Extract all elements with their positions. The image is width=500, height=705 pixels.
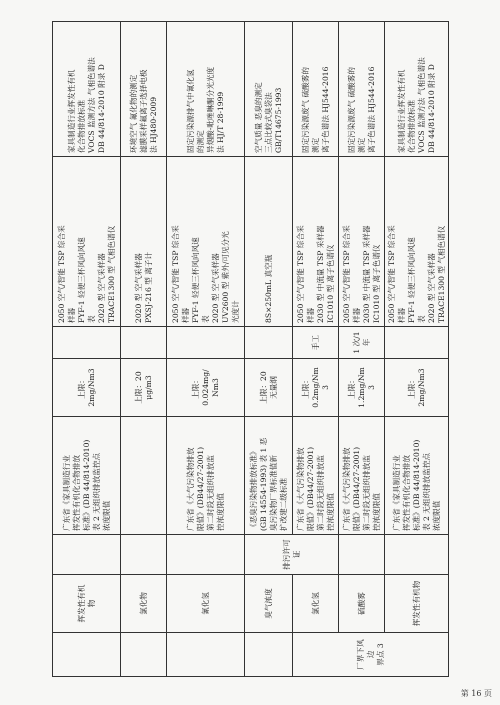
location-cell bbox=[245, 633, 293, 677]
pollutant-cell: 氯化物 bbox=[121, 575, 167, 633]
method-cell: 固定污染源废气 硫酸雾的 测定 离子色谱法 HJ544-2016 bbox=[293, 22, 339, 157]
method-cell: 环境空气 氟化物的测定 滤膜采样氟离子选择电极 法 HJ480-2009 bbox=[121, 22, 167, 157]
pollutant-cell: 氰化氢 bbox=[167, 575, 245, 633]
table-row bbox=[121, 22, 167, 677]
location-cell: 厂界下风边 界点 3 bbox=[293, 633, 449, 677]
frequency-cell: 1 次/1 年 bbox=[339, 327, 385, 359]
standard-cell bbox=[121, 417, 167, 535]
method-cell: 空气质量 恶臭的测定 三点比较式臭袋法 GB/T14675-1993 bbox=[245, 22, 293, 157]
pollutant-cell: 臭气浓度 bbox=[245, 575, 293, 633]
instrument-cell: 2050 空气/智能 TSP 综合采 样器 FYF-1 轻便三杯风向风速 表 2020 型 空气采样器 TRACE1300 型 气相色谱仪 bbox=[53, 157, 121, 327]
location-cell bbox=[53, 633, 121, 677]
method-type-cell bbox=[167, 327, 245, 359]
method-cell: 家具制造行业挥发性有机 化合物排放标准 VOCS 监测方法 气相色谱法 DB 44/814-2010 附录 D bbox=[53, 22, 121, 157]
control-basis-cell bbox=[339, 535, 385, 575]
control-basis-cell bbox=[53, 535, 121, 575]
table-row bbox=[245, 22, 293, 677]
standard-cell: 广东省《大气污染物排放 限值》(DB44/27-2001) 第二时段无组织排放监 控浓度限值 bbox=[167, 417, 245, 535]
limit-cell: 上限：20 μg/m3 bbox=[121, 359, 167, 417]
standard-cell: 广东省《家具制造行业 挥发性有机化合物排放 标准》(DB 44/814-2010) 表 2 无组织排放监控点 浓度限值 bbox=[53, 417, 121, 535]
control-basis-cell bbox=[167, 535, 245, 575]
table-row bbox=[53, 22, 121, 677]
limit-cell: 上限： 2mg/Nm3 bbox=[53, 359, 121, 417]
limit-cell: 上限： 1.2mg/Nm 3 bbox=[339, 359, 385, 417]
method-type-cell: 手工 bbox=[293, 327, 339, 359]
method-type-cell bbox=[245, 327, 293, 359]
table-row bbox=[385, 22, 449, 677]
page-number: 第 16 页 bbox=[460, 689, 492, 698]
method-cell: 家具制造行业挥发性有机 化合物排放标准 VOCS 监测方法 气相色谱法 DB 44/814-2010 附录 D bbox=[385, 22, 449, 157]
limit-cell: 上限：20 无量纲 bbox=[245, 359, 293, 417]
control-basis-cell bbox=[121, 535, 167, 575]
control-basis-label: 排污许可证 bbox=[245, 535, 339, 575]
table-row bbox=[293, 22, 339, 677]
instrument-cell: 8S×250mL 真空瓶 bbox=[245, 157, 293, 327]
pollutant-cell: 挥发性有机物 bbox=[385, 575, 449, 633]
monitoring-table bbox=[52, 21, 449, 677]
standard-cell: 《恶臭污染物排放标准》 (GB 14554-1993) 表 1 恶 臭污染物厂界标准值新 扩改建二级标准 bbox=[245, 417, 293, 535]
method-cell: 固定污染源排气中氰化氢 的测定 异烟酸-吡唑啉酮分光光度 法 HJ/T 28-1999 bbox=[167, 22, 245, 157]
instrument-cell: 2020 型 空气采样器 PXSJ-216 型 离子计 bbox=[121, 157, 167, 327]
limit-cell: 上限： 0.2mg/Nm 3 bbox=[293, 359, 339, 417]
standard-cell: 广东省《大气污染物排放 限值》(DB44/27-2001) 第二时段无组织排放监 控浓度限值 bbox=[293, 417, 339, 535]
pollutant-cell: 氯化氢 bbox=[293, 575, 339, 633]
method-type-cell bbox=[53, 327, 121, 359]
method-type-cell bbox=[121, 327, 167, 359]
table-row bbox=[339, 22, 385, 677]
standard-cell: 广东省《家具制造行业 挥发性有机化合物排放 标准》(DB 44/814-2010) 表 2 无组织排放监控点 浓度限值 bbox=[385, 417, 449, 535]
location-cell bbox=[167, 633, 245, 677]
limit-cell: 上限： 2mg/Nm3 bbox=[385, 359, 449, 417]
instrument-cell: 2050 空气/智能 TSP 综合采 样器 2030 型 中流量 TSP 采样器 IC1010 型 离子色谱仪 bbox=[339, 157, 385, 327]
instrument-cell: 2050 空气/智能 TSP 综合采 样器 FYF-1 轻便三杯风向风速 表 2020 型 空气采样器 UV2600 型 紫外/可见分光 光度计 bbox=[167, 157, 245, 327]
standard-cell: 广东省《大气污染物排放 限值》(DB44/27-2001) 第二时段无组织排放监 控浓度限值 bbox=[339, 417, 385, 535]
control-basis-cell bbox=[385, 535, 449, 575]
instrument-cell: 2050 空气/智能 TSP 综合采 样器 FYF-1 轻便三杯风向风速 表 2020 型 空气采样器 TRACE1300 型 气相色谱仪 bbox=[385, 157, 449, 327]
table-row bbox=[167, 22, 245, 677]
limit-cell: 上限： 0.024mg/ Nm3 bbox=[167, 359, 245, 417]
location-cell bbox=[121, 633, 167, 677]
instrument-cell: 2050 空气/智能 TSP 综合采 样器 2030 型 中流量 TSP 采样器 IC1010 型 离子色谱仪 bbox=[293, 157, 339, 327]
pollutant-cell: 硫酸雾 bbox=[339, 575, 385, 633]
method-type-cell bbox=[385, 327, 449, 359]
method-cell: 固定污染源废气 硫酸雾的 测定 离子色谱法 HJ544-2016 bbox=[339, 22, 385, 157]
pollutant-cell: 挥发性有机 物 bbox=[53, 575, 121, 633]
